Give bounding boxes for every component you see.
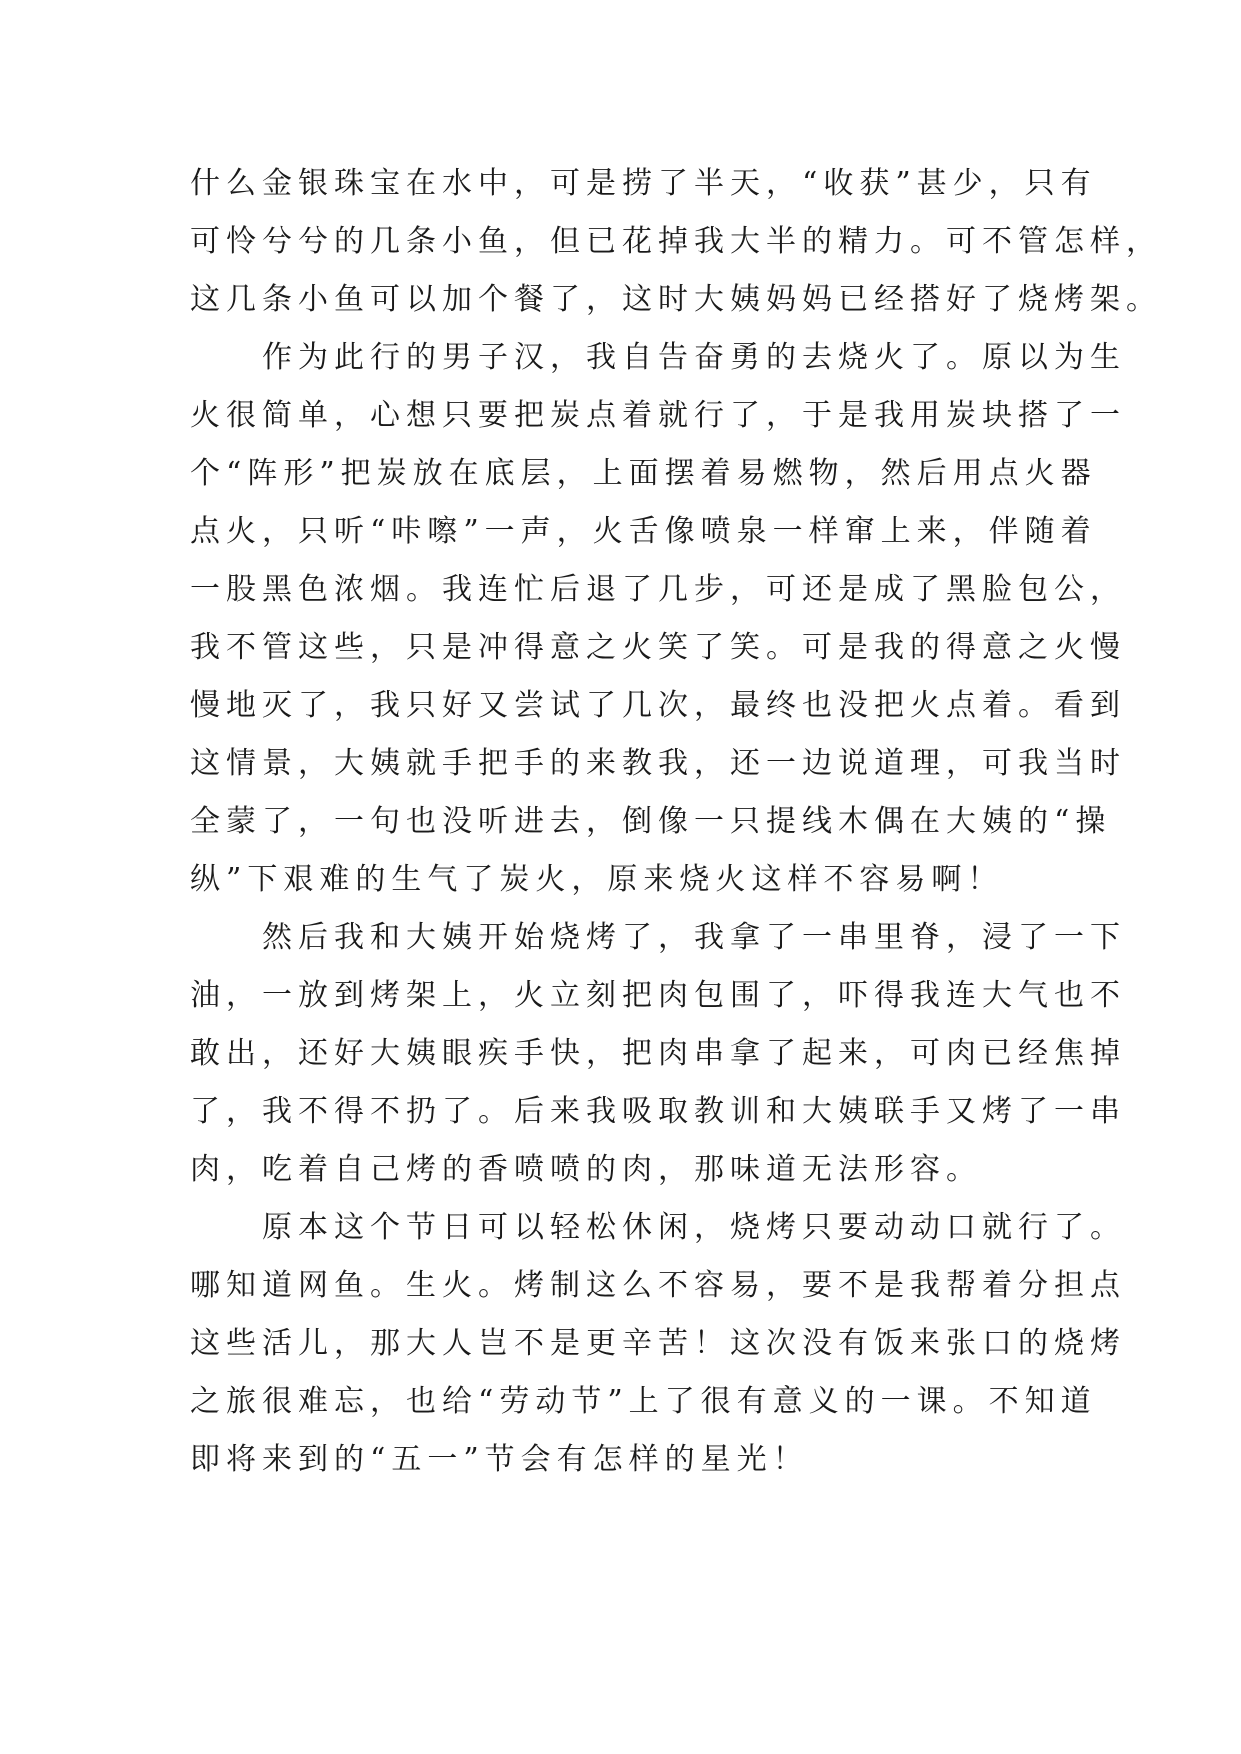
- document-body: [190, 155, 1162, 1489]
- text-line: 我不管这些，只是冲得意之火笑了笑。可是我的得意之火慢: [190, 630, 1126, 665]
- text-line: 然后我和大姨开始烧烤了，我拿了一串里脊，浸了一下: [262, 920, 1126, 955]
- text-line: 原本这个节日可以轻松休闲，烧烤只要动动口就行了。: [262, 1210, 1126, 1245]
- text-line: 火很简单，心想只要把炭点着就行了，于是我用炭块搭了一: [190, 398, 1126, 433]
- text-line: 油，一放到烤架上，火立刻把肉包围了，吓得我连大气也不: [190, 978, 1126, 1013]
- text-line: 哪知道网鱼。生火。烤制这么不容易，要不是我帮着分担点: [190, 1268, 1126, 1303]
- text-line: 肉，吃着自己烤的香喷喷的肉，那味道无法形容。: [190, 1152, 982, 1187]
- text-line: 了，我不得不扔了。后来我吸取教训和大姨联手又烤了一串: [190, 1094, 1126, 1129]
- text-line: 即将来到的“五一”节会有怎样的星光！: [190, 1442, 809, 1477]
- text-line: 敢出，还好大姨眼疾手快，把肉串拿了起来，可肉已经焦掉: [190, 1036, 1126, 1071]
- text-line: 一股黑色浓烟。我连忙后退了几步，可还是成了黑脸包公，: [190, 572, 1126, 607]
- text-line: 这情景，大姨就手把手的来教我，还一边说道理，可我当时: [190, 746, 1126, 781]
- text-line: 什么金银珠宝在水中，可是捞了半天，“收获”甚少，只有: [190, 166, 1097, 201]
- text-line: 纵”下艰难的生气了炭火，原来烧火这样不容易啊！: [190, 862, 1004, 897]
- text-line: 这几条小鱼可以加个餐了，这时大姨妈妈已经搭好了烧烤架。: [190, 282, 1162, 317]
- text-line: 个“阵形”把炭放在底层，上面摆着易燃物，然后用点火器: [190, 456, 1097, 491]
- text-line: 全蒙了，一句也没听进去，倒像一只提线木偶在大姨的“操: [190, 804, 1112, 839]
- text-line: 慢地灭了，我只好又尝试了几次，最终也没把火点着。看到: [190, 688, 1126, 723]
- text-line: 点火，只听“咔嚓”一声，火舌像喷泉一样窜上来，伴随着: [190, 514, 1097, 549]
- text-line: 之旅很难忘，也给“劳动节”上了很有意义的一课。不知道: [190, 1384, 1097, 1419]
- text-line: 可怜兮兮的几条小鱼，但已花掉我大半的精力。可不管怎样，: [190, 224, 1162, 259]
- text-line: 作为此行的男子汉，我自告奋勇的去烧火了。原以为生: [262, 340, 1126, 375]
- text-line: 这些活儿，那大人岂不是更辛苦！这次没有饭来张口的烧烤: [190, 1326, 1126, 1361]
